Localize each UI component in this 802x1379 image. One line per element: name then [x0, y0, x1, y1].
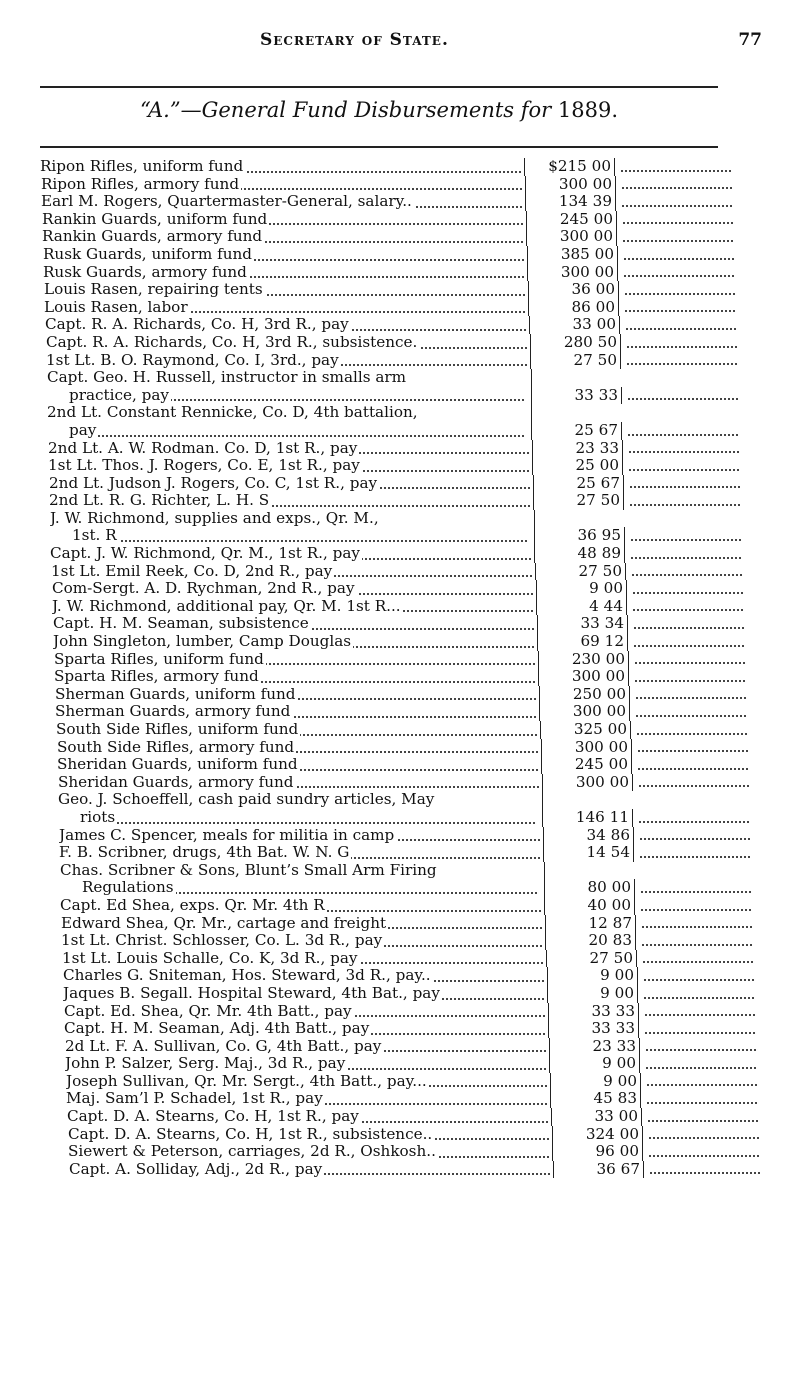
table-row	[55, 703, 800, 721]
table-row	[46, 352, 800, 370]
entry-description	[64, 1003, 549, 1021]
entry-description-continuation: Regulations	[82, 878, 174, 897]
table-row	[55, 686, 800, 704]
entry-description-text: 1st Lt. Emil Reek, Co. D, 2nd R., pay	[51, 562, 333, 580]
entry-description	[58, 774, 543, 792]
table-row	[56, 721, 800, 739]
entry-amount: 20 83	[546, 932, 636, 950]
entry-description-text: Sheridan Guards, uniform fund	[57, 756, 298, 774]
entry-amount: 324 00	[553, 1126, 643, 1144]
table-row	[60, 897, 800, 915]
total-column-dots	[631, 547, 741, 559]
table-row	[46, 334, 800, 352]
entry-description-text: Capt. A. Solliday, Adj., 2d R., pay	[69, 1160, 323, 1178]
entry-description-text: Capt. D. A. Stearns, Co. H, 1st R., subsistence..	[68, 1125, 433, 1143]
total-column-dots	[629, 459, 739, 471]
total-column-dots	[646, 1039, 756, 1051]
entry-description	[44, 281, 529, 299]
table-row	[58, 791, 800, 826]
total-column-dots	[644, 987, 754, 999]
table-row	[62, 950, 800, 968]
entry-amount: 14 54	[544, 844, 634, 862]
entry-amount: 27 50	[536, 563, 626, 581]
table-row	[50, 510, 800, 545]
entry-description	[65, 1055, 550, 1073]
entry-amount: 25 67	[534, 475, 624, 493]
entry-description	[55, 703, 540, 721]
table-row	[53, 615, 800, 633]
entry-description-text: Sparta Rifles, armory fund	[54, 668, 259, 686]
total-column-dots	[627, 336, 737, 348]
entry-description-line2	[47, 422, 527, 440]
entry-description-line2	[60, 879, 540, 897]
entry-description	[62, 950, 547, 968]
table-row	[42, 211, 800, 229]
entry-description-text: Charles G. Sniteman, Hos. Steward, 3d R., pay..	[63, 967, 431, 985]
table-row	[57, 739, 800, 757]
table-row	[44, 281, 800, 299]
entry-description-line2	[47, 387, 527, 405]
entry-amount: 33 00	[552, 1108, 642, 1126]
entry-description	[43, 246, 528, 264]
entry-description	[52, 598, 537, 616]
entry-amount: 33 33	[532, 387, 622, 405]
total-column-dots	[634, 617, 744, 629]
entry-amount: 69 12	[538, 633, 628, 651]
entry-amount: 280 50	[531, 334, 621, 352]
total-column-dots	[638, 758, 748, 770]
entry-amount: 27 50	[531, 352, 621, 370]
total-column-dots	[645, 1022, 755, 1034]
table-row	[69, 1161, 800, 1179]
total-column-dots	[647, 1092, 757, 1104]
table-title	[40, 98, 718, 122]
entry-description	[61, 915, 546, 933]
table-title-year: 1889.	[557, 98, 618, 122]
entry-description-text: Capt. Ed. Shea, Qr. Mr. 4th Batt., pay	[64, 1002, 352, 1020]
table-row	[47, 369, 800, 404]
total-column-dots	[621, 160, 731, 172]
entry-description	[47, 404, 532, 439]
total-column-dots	[622, 195, 732, 207]
entry-amount: 48 89	[535, 545, 625, 563]
entry-amount: 33 33	[549, 1020, 639, 1038]
entry-description-line2	[58, 809, 538, 827]
entry-description	[49, 492, 534, 510]
table-row	[66, 1073, 800, 1091]
entry-amount: 245 00	[542, 756, 632, 774]
table-row	[50, 545, 800, 563]
entry-description	[44, 299, 529, 317]
entry-description	[40, 158, 525, 176]
entry-amount: 80 00	[545, 879, 635, 897]
entry-amount: 250 00	[540, 686, 630, 704]
entry-description-text: 1st Lt. Louis Schalle, Co. K, 3d R., pay	[62, 949, 358, 967]
entry-description-text: Rusk Guards, armory fund	[43, 263, 247, 281]
entry-amount: 96 00	[553, 1143, 643, 1161]
entry-description-line1: Capt. Geo. H. Russell, instructor in smalls arm	[47, 369, 407, 387]
entry-description-line2	[50, 527, 530, 545]
entry-amount: 134 39	[526, 193, 616, 211]
entry-description	[57, 756, 542, 774]
entry-description	[54, 668, 539, 686]
title-rule	[40, 146, 718, 148]
entry-description-text: 1st Lt. Thos. J. Rogers, Co. E, 1st R., pay	[48, 457, 360, 475]
entry-description	[48, 457, 533, 475]
entry-description-text: Sherman Guards, uniform fund	[55, 685, 296, 703]
entry-description	[53, 615, 538, 633]
entry-amount: 325 00	[541, 721, 631, 739]
entry-amount: 36 95	[535, 527, 625, 545]
leader-dots	[80, 822, 535, 824]
total-column-dots	[624, 248, 734, 260]
leader-dots	[72, 540, 527, 542]
table-row	[66, 1090, 800, 1108]
page-header	[40, 30, 762, 54]
table-row	[41, 193, 800, 211]
total-column-dots	[641, 881, 751, 893]
table-row	[45, 316, 800, 334]
entry-description-text: 1st Lt. B. O. Raymond, Co. I, 3rd., pay	[46, 351, 339, 369]
table-row	[64, 1020, 800, 1038]
entry-description-text: Ripon Rifles, armory fund	[41, 175, 240, 193]
entry-description	[50, 545, 535, 563]
total-column-dots	[645, 1004, 755, 1016]
entry-description	[42, 211, 527, 229]
entry-amount: 300 00	[528, 264, 618, 282]
entry-amount: 33 33	[549, 1003, 639, 1021]
entry-description-text: John Singleton, lumber, Camp Douglas	[53, 633, 352, 651]
entry-description-text: Louis Rasen, labor	[44, 298, 188, 316]
entry-description	[68, 1126, 553, 1144]
total-column-dots	[650, 1162, 760, 1174]
entry-amount: 34 86	[544, 827, 634, 845]
entry-description	[58, 791, 543, 826]
table-row	[64, 1003, 800, 1021]
entry-description-text: Louis Rasen, repairing tents	[44, 281, 263, 299]
entry-description-text: 2nd Lt. Judson J. Rogers, Co. C, 1st R., pay	[49, 474, 378, 492]
total-column-dots	[636, 687, 746, 699]
total-column-dots	[630, 494, 740, 506]
table-row	[65, 1038, 800, 1056]
table-row	[54, 651, 800, 669]
entry-description-continuation: pay	[69, 420, 97, 439]
entry-description-text: Earl M. Rogers, Quartermaster-General, salary..	[41, 193, 412, 211]
entry-amount: 300 00	[540, 703, 630, 721]
entry-description-text: F. B. Scribner, drugs, 4th Bat. W. N. G	[59, 844, 350, 862]
entry-description-text: J. W. Richmond, additional pay, Qr. M. 1st R...	[52, 597, 401, 615]
entry-description	[59, 827, 544, 845]
entry-description	[54, 651, 539, 669]
entry-description-continuation: practice, pay	[69, 385, 170, 404]
total-column-dots	[624, 265, 734, 277]
total-column-dots	[625, 300, 735, 312]
entry-amount: 23 33	[550, 1038, 640, 1056]
entry-amount: 385 00	[528, 246, 618, 264]
entry-amount: 230 00	[539, 651, 629, 669]
entry-description-line1: J. W. Richmond, supplies and exps., Qr. M.,	[50, 509, 379, 527]
entry-description-text: Capt. H. M. Seaman, subsistence	[53, 615, 309, 633]
entry-description-continuation: riots	[80, 807, 116, 826]
entry-amount: 9 00	[548, 985, 638, 1003]
entry-amount: 4 44	[537, 598, 627, 616]
total-column-dots	[638, 740, 748, 752]
entry-description-text: Sparta Rifles, uniform fund	[54, 650, 264, 668]
entry-description-text: Capt. Ed Shea, exps. Qr. Mr. 4th R	[60, 896, 325, 914]
total-column-dots	[623, 212, 733, 224]
entry-amount: 245 00	[527, 211, 617, 229]
table-row	[51, 563, 800, 581]
total-column-dots	[640, 828, 750, 840]
disbursements-table	[40, 158, 800, 1178]
entry-amount: 9 00	[548, 967, 638, 985]
entry-description	[46, 334, 531, 352]
table-row	[52, 598, 800, 616]
entry-amount: 146 11	[543, 809, 633, 827]
entry-description	[69, 1161, 554, 1179]
table-row	[42, 228, 800, 246]
table-row	[59, 827, 800, 845]
entry-description-text: Capt. R. A. Richards, Co. H, 3rd R., pay	[45, 316, 349, 334]
table-row	[58, 774, 800, 792]
entry-amount: 36 00	[529, 281, 619, 299]
entry-amount: 25 67	[532, 422, 622, 440]
entry-amount: 36 67	[554, 1161, 644, 1179]
entry-description-text: Capt. D. A. Stearns, Co. H, 1st R., pay	[67, 1108, 359, 1126]
table-row	[68, 1143, 800, 1161]
entry-description-line1: Geo. J. Schoeffell, cash paid sundry articles, May	[58, 791, 435, 809]
total-column-dots	[635, 670, 745, 682]
total-column-dots	[625, 283, 735, 295]
entry-description-line1: 2nd Lt. Constant Rennicke, Co. D, 4th battalion,	[47, 404, 418, 422]
table-row	[53, 633, 800, 651]
total-column-dots	[628, 388, 738, 400]
entry-amount: 300 00	[539, 668, 629, 686]
table-row	[49, 492, 800, 510]
entry-amount: 9 00	[550, 1055, 640, 1073]
total-column-dots	[633, 599, 743, 611]
entry-description	[42, 228, 527, 246]
table-row	[54, 668, 800, 686]
entry-description	[66, 1090, 551, 1108]
table-row	[43, 246, 800, 264]
entry-amount: 40 00	[545, 897, 635, 915]
total-column-dots	[649, 1127, 759, 1139]
entry-description-text: Rankin Guards, armory fund	[42, 228, 263, 246]
table-row	[67, 1108, 800, 1126]
table-row	[44, 299, 800, 317]
entry-amount: 86 00	[529, 299, 619, 317]
table-row	[40, 158, 800, 176]
entry-description-text: 2d Lt. F. A. Sullivan, Co. G, 4th Batt., pay	[65, 1037, 382, 1055]
entry-description	[66, 1073, 551, 1091]
entry-description-text: Sheridan Guards, armory fund	[58, 773, 294, 791]
entry-description	[45, 316, 530, 334]
entry-description	[64, 1020, 549, 1038]
entry-amount: 300 00	[526, 176, 616, 194]
entry-description	[67, 1108, 552, 1126]
entry-description-text: Jaques B. Segall. Hospital Steward, 4th Bat., pay	[63, 984, 440, 1002]
table-row	[59, 844, 800, 862]
total-column-dots	[622, 177, 732, 189]
entry-description-text: James C. Spencer, meals for militia in camp	[59, 826, 395, 844]
entry-description	[53, 633, 538, 651]
entry-description-text: Rusk Guards, uniform fund	[43, 245, 253, 263]
entry-description-text: 2nd Lt. R. G. Richter, L. H. S	[49, 492, 270, 510]
entry-amount: 25 00	[533, 457, 623, 475]
entry-description	[49, 475, 534, 493]
entry-amount: 12 87	[546, 915, 636, 933]
total-column-dots	[640, 846, 750, 858]
entry-description-text: Joseph Sullivan, Qr. Mr. Sergt., 4th Batt., pay...	[66, 1072, 427, 1090]
total-column-dots	[630, 476, 740, 488]
table-row	[60, 862, 800, 897]
total-column-dots	[634, 635, 744, 647]
entry-description	[46, 352, 531, 370]
entry-amount: 300 00	[527, 228, 617, 246]
entry-amount: 23 33	[533, 440, 623, 458]
entry-description-text: 1st Lt. Christ. Schlosser, Co. L. 3d R., pay	[61, 932, 383, 950]
table-row	[47, 404, 800, 439]
top-rule	[40, 86, 718, 88]
entry-description	[41, 176, 526, 194]
entry-description-text: 2nd Lt. A. W. Rodman. Co. D, 1st R., pay	[48, 439, 358, 457]
entry-amount: 27 50	[534, 492, 624, 510]
entry-description-text: Capt. R. A. Richards, Co. H, 3rd R., subsistence.	[46, 333, 418, 351]
entry-description-text: Maj. Sam’l P. Schadel, 1st R., pay	[66, 1090, 323, 1108]
total-column-dots	[626, 318, 736, 330]
entry-amount: 300 00	[542, 739, 632, 757]
entry-description	[59, 844, 544, 862]
entry-amount: 9 00	[537, 580, 627, 598]
entry-amount: 33 34	[538, 615, 628, 633]
page-number: 77	[738, 30, 762, 50]
total-column-dots	[646, 1057, 756, 1069]
entry-description-line1: Chas. Scribner & Sons, Blunt’s Small Arm Firing	[60, 861, 437, 879]
total-column-dots	[639, 775, 749, 787]
table-row	[52, 580, 800, 598]
entry-description-text: Siewert & Peterson, carriages, 2d R., Oshkosh..	[68, 1143, 436, 1161]
entry-description-text: Capt. J. W. Richmond, Qr. M., 1st R., pay	[50, 545, 361, 563]
entry-description	[60, 862, 545, 897]
table-row	[49, 475, 800, 493]
entry-description-text: South Side Rifles, armory fund	[57, 738, 295, 756]
entry-description	[60, 897, 545, 915]
total-column-dots	[623, 230, 733, 242]
entry-description	[43, 264, 528, 282]
entry-description	[52, 580, 537, 598]
total-column-dots	[628, 424, 738, 436]
entry-description-text: John P. Salzer, Serg. Maj., 3d R., pay	[65, 1055, 346, 1073]
entry-description	[47, 369, 532, 404]
entry-description	[57, 739, 542, 757]
table-row	[63, 967, 800, 985]
entry-description	[55, 686, 540, 704]
entry-description-text: Rankin Guards, uniform fund	[42, 210, 268, 228]
total-column-dots	[636, 705, 746, 717]
table-row	[41, 176, 800, 194]
table-row	[63, 985, 800, 1003]
total-column-dots	[639, 811, 749, 823]
table-title-text: “A.”—General Fund Disbursements for	[139, 98, 552, 122]
entry-description	[68, 1143, 553, 1161]
entry-description	[51, 563, 536, 581]
total-column-dots	[627, 353, 737, 365]
total-column-dots	[629, 441, 739, 453]
entry-amount: 300 00	[543, 774, 633, 792]
entry-description-text: Sherman Guards, armory fund	[55, 703, 291, 721]
entry-description-text: Ripon Rifles, uniform fund	[40, 158, 244, 175]
leader-dots	[69, 435, 524, 437]
entry-description	[65, 1038, 550, 1056]
table-row	[48, 440, 800, 458]
entry-description	[50, 510, 535, 545]
entry-description-text: Capt. H. M. Seaman, Adj. 4th Batt., pay	[64, 1020, 370, 1038]
entry-description	[63, 985, 548, 1003]
total-column-dots	[637, 723, 747, 735]
total-column-dots	[643, 951, 753, 963]
entry-description	[41, 193, 526, 211]
total-column-dots	[633, 582, 743, 594]
total-column-dots	[641, 899, 751, 911]
total-column-dots	[644, 969, 754, 981]
entry-amount: 27 50	[547, 950, 637, 968]
entry-description	[61, 932, 546, 950]
entry-description	[48, 440, 533, 458]
entry-description-text: Com-Sergt. A. D. Rychman, 2nd R., pay	[52, 580, 355, 598]
table-row	[43, 264, 800, 282]
table-row	[61, 932, 800, 950]
entry-amount: $215 00	[525, 158, 615, 176]
table-row	[61, 915, 800, 933]
total-column-dots	[648, 1110, 758, 1122]
entry-description-continuation: 1st. R	[72, 526, 117, 545]
total-column-dots	[642, 934, 752, 946]
running-title: Secretary of State.	[260, 30, 449, 50]
total-column-dots	[631, 529, 741, 541]
table-row	[68, 1126, 800, 1144]
entry-amount: 45 83	[551, 1090, 641, 1108]
total-column-dots	[632, 564, 742, 576]
entry-amount: 9 00	[551, 1073, 641, 1091]
entry-amount: 33 00	[530, 316, 620, 334]
total-column-dots	[642, 916, 752, 928]
entry-description	[56, 721, 541, 739]
table-row	[57, 756, 800, 774]
entry-description	[63, 967, 548, 985]
table-row	[48, 457, 800, 475]
entry-description-text: South Side Rifles, uniform fund	[56, 721, 299, 738]
total-column-dots	[635, 652, 745, 664]
total-column-dots	[647, 1074, 757, 1086]
table-row	[65, 1055, 800, 1073]
entry-description-text: Edward Shea, Qr. Mr., cartage and freight	[61, 914, 387, 932]
total-column-dots	[649, 1145, 759, 1157]
